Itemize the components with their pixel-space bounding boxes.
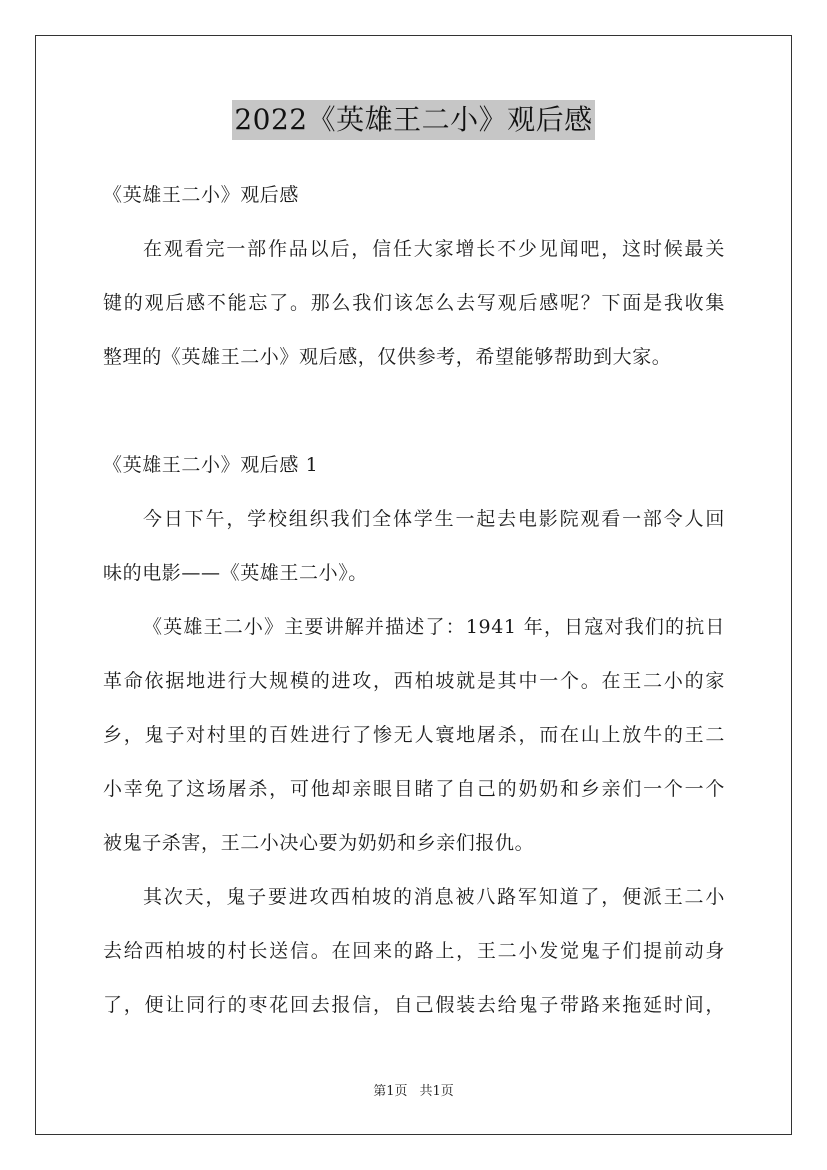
para2-line-4: 小幸免了这场屠杀，可他却亲眼目睹了自己的奶奶和乡亲们一个一个 xyxy=(103,778,725,800)
intro-line-2: 键的观后感不能忘了。那么我们该怎么去写观后感呢？下面是我收集 xyxy=(103,292,725,314)
title-container xyxy=(0,100,827,140)
intro-line-3: 整理的《英雄王二小》观后感，仅供参考，希望能够帮助到大家。 xyxy=(103,346,672,368)
page-total: 共1页 xyxy=(419,1084,454,1099)
para1-line-1: 今日下午，学校组织我们全体学生一起去电影院观看一部令人回 xyxy=(143,508,725,530)
section-heading: 《英雄王二小》观后感 xyxy=(103,184,300,206)
para1-line-2: 味的电影——《英雄王二小》。 xyxy=(103,562,368,584)
para3-line-3: 了，便让同行的枣花回去报信，自己假装去给鬼子带路来拖延时间， xyxy=(103,994,725,1016)
section1-heading: 《英雄王二小》观后感 1 xyxy=(103,454,319,476)
para2-line-1: 《英雄王二小》主要讲解并描述了：1941 年，日寇对我们的抗日 xyxy=(143,616,725,638)
para2-line-3: 乡，鬼子对村里的百姓进行了惨无人寰地屠杀，而在山上放牛的王二 xyxy=(103,724,725,746)
page-number: 第1页 xyxy=(373,1084,408,1099)
para2-line-5: 被鬼子杀害，王二小决心要为奶奶和乡亲们报仇。 xyxy=(103,832,535,854)
para3-line-2: 去给西柏坡的村长送信。在回来的路上，王二小发觉鬼子们提前动身 xyxy=(103,940,725,962)
intro-line-1: 在观看完一部作品以后，信任大家增长不少见闻吧，这时候最关 xyxy=(143,238,725,260)
para3-line-1: 其次天，鬼子要进攻西柏坡的消息被八路军知道了，便派王二小 xyxy=(143,886,725,908)
page-footer xyxy=(0,1083,827,1101)
document-title: 2022《英雄王二小》观后感 xyxy=(232,100,594,140)
para2-line-2: 革命依据地进行大规模的进攻，西柏坡就是其中一个。在王二小的家 xyxy=(103,670,725,692)
